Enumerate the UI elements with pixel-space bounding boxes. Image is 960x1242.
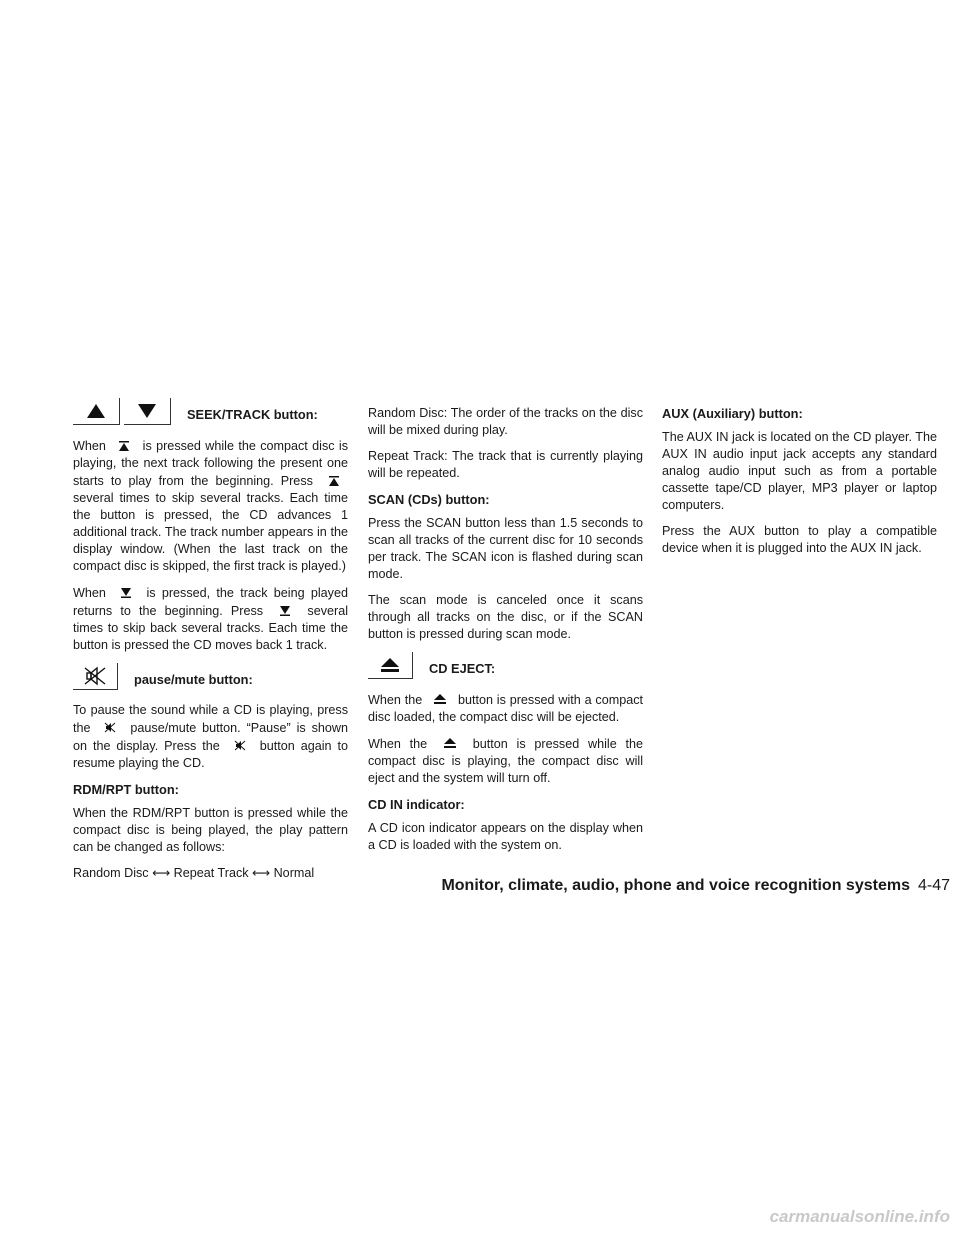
column-1 <box>73 398 348 891</box>
seek-p2-a: When <box>73 586 106 600</box>
pause-p-c: button again to resume playing the CD. <box>73 739 348 770</box>
track-down-icon <box>112 584 140 601</box>
track-down-icon <box>124 398 171 425</box>
seek-track-heading: SEEK/TRACK button: <box>187 407 318 422</box>
rdm-rpt-sequence: Random Disc ⟷ Repeat Track ⟷ Normal <box>73 866 315 880</box>
cd-in-paragraph: A CD icon indicator appears on the display when a CD is loaded with the system on. <box>368 821 643 852</box>
scan-paragraph-2: The scan mode is canceled once it scans through all tracks on the disc, or if the SCAN button is pressed during scan mode. <box>368 593 643 641</box>
page-footer <box>440 877 950 895</box>
pause-p-b: pause/mute button. “Pause” is shown on the display. Press the <box>73 721 349 753</box>
cd-eject-heading: CD EJECT: <box>429 661 496 676</box>
track-up-icon <box>320 472 348 489</box>
seek-track-heading-row <box>73 398 348 425</box>
mute-icon <box>96 719 124 736</box>
page-number: 4-47 <box>917 877 950 894</box>
track-down-icon <box>271 602 299 619</box>
repeat-track-paragraph: Repeat Track: The track that is currently playing will be repeated. <box>368 449 643 480</box>
seek-p1-a: When <box>73 439 106 453</box>
section-title: Monitor, climate, audio, phone and voice recognition systems <box>441 877 910 894</box>
aux-heading: AUX (Auxiliary) button: <box>662 406 803 421</box>
cd-eject-heading-row <box>368 652 643 679</box>
aux-paragraph-2: Press the AUX button to play a compatible device when it is plugged into the AUX IN jack. <box>662 524 937 555</box>
eject-p1-a: When the <box>368 693 423 707</box>
watermark: carmanualsonline.info <box>769 1207 950 1226</box>
eject-p1-b: button is pressed with a compact disc loaded, the compact disc will be ejected. <box>368 693 644 724</box>
seek-p1-c: several times to skip several tracks. Each time the button is pressed, the CD advances 1 additional track. The track number appears in the display window. (When the last track on the compact disc is skipped, the first track is played.) <box>73 491 348 573</box>
random-disc-paragraph: Random Disc: The order of the tracks on the disc will be mixed during play. <box>368 406 643 437</box>
mute-icon <box>73 663 118 690</box>
track-up-icon <box>73 398 120 425</box>
scan-paragraph-1: Press the SCAN button less than 1.5 seconds to scan all tracks of the current disc for 10 seconds per track. The SCAN icon is flashed during scan mode. <box>368 516 643 581</box>
pause-paragraph <box>73 702 348 772</box>
seek-p2-c: several times to skip back several tracks. Each time the button is pressed the CD moves back 1 track. <box>73 604 349 652</box>
eject-icon <box>426 691 454 708</box>
eject-p2-b: button is pressed while the compact disc is playing, the compact disc will eject and the system will turn off. <box>368 737 643 785</box>
pause-p-a: To pause the sound while a CD is playing, press the <box>73 703 348 735</box>
seek-paragraph-2 <box>73 584 348 654</box>
mute-icon <box>226 737 254 754</box>
aux-paragraph-1: The AUX IN jack is located on the CD player. The AUX IN audio input jack accepts any standard analog audio input such as from a portable cassette tape/CD player, MP3 player or laptop computers. <box>662 430 937 512</box>
pause-heading-row <box>73 663 348 690</box>
track-up-icon <box>110 437 138 454</box>
seek-paragraph-1 <box>73 437 348 575</box>
seek-p1-b: is pressed while the compact disc is playing, the next track following the present one starts to play from the beginning. Press <box>73 439 349 488</box>
seek-p2-b: is pressed, the track being played returns to the beginning. Press <box>73 586 348 618</box>
eject-paragraph-1 <box>368 691 643 726</box>
rdm-rpt-heading: RDM/RPT button: <box>73 782 179 797</box>
column-2 <box>368 405 643 863</box>
eject-icon <box>368 652 413 679</box>
eject-icon <box>436 735 464 752</box>
eject-p2-a: When the <box>368 737 428 751</box>
cd-in-heading: CD IN indicator: <box>368 797 465 812</box>
eject-paragraph-2 <box>368 735 643 787</box>
pause-heading: pause/mute button: <box>134 672 253 687</box>
scan-heading: SCAN (CDs) button: <box>368 492 490 507</box>
rdm-rpt-paragraph: When the RDM/RPT button is pressed while the compact disc is being played, the play pattern can be changed as follows: <box>73 806 348 854</box>
column-3 <box>662 405 937 566</box>
